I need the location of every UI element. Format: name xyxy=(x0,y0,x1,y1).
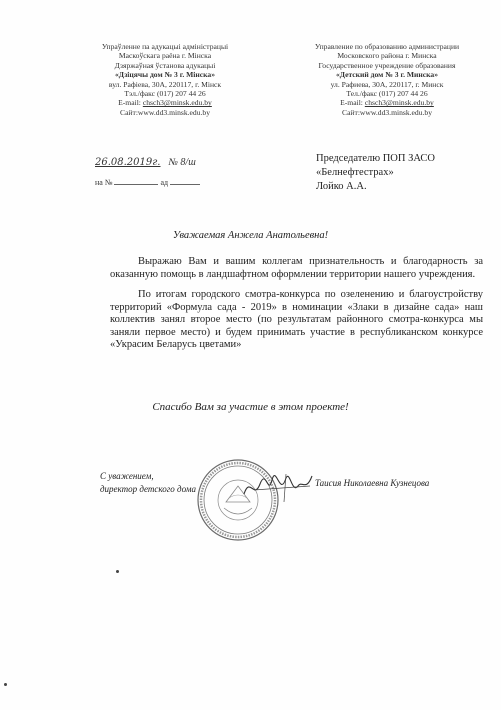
recipient-block xyxy=(316,152,435,194)
header-right-line1: Управление по образованию администрации xyxy=(314,42,460,51)
letter-body xyxy=(110,256,483,352)
header-right-phone: Тел./факс (017) 207 44 26 xyxy=(346,89,428,99)
recipient-line1: Председателю ПОП ЗАСО xyxy=(316,153,435,164)
handwritten-date: 26.08.2019г. xyxy=(95,157,161,168)
na-blank xyxy=(114,178,158,185)
header-right-email-row xyxy=(292,98,482,107)
header-left-line3: Дзяржаўная ўстанова адукацыі xyxy=(114,60,216,70)
header-left-line2: Маскоўскага раёна г. Мінска xyxy=(118,51,212,61)
header-left-org-name: «Дзіцячы дом № 3 г. Мінска» xyxy=(114,70,216,80)
header-russian xyxy=(292,42,482,117)
header-left-email-link[interactable]: chsch3@minsk.edu.by xyxy=(142,98,212,108)
header-right-line2: Московского района г. Минска xyxy=(337,51,437,61)
header-right-org-name: «Детский дом № 3 г. Минска» xyxy=(335,70,439,80)
ad-label: ад xyxy=(160,178,169,187)
recipient-line2: «Белнефтестрах» xyxy=(316,167,394,178)
na-label: на № xyxy=(95,178,113,187)
closing-block xyxy=(100,470,196,496)
date-ref-row xyxy=(95,157,200,168)
header-right-email-link[interactable]: chsch3@minsk.edu.by xyxy=(364,98,434,108)
closing-regards: С уважением, xyxy=(100,471,154,481)
header-left-email-label: E-mail: xyxy=(118,98,143,108)
header-left-address: вул. Рафіева, 30А, 220117, г. Мінск xyxy=(108,79,222,89)
header-right-site: Сайт:www.dd3.minsk.edu.by xyxy=(342,107,432,117)
signer-name: Таисия Николаевна Кузнецова xyxy=(315,478,430,488)
scan-dot xyxy=(116,570,119,573)
header-left-phone: Тэл./факс (017) 207 44 26 xyxy=(124,89,206,99)
header-right-line3: Государственное учреждение образования xyxy=(318,60,456,70)
thanks-line: Спасибо Вам за участие в этом проекте! xyxy=(152,401,349,413)
ad-blank xyxy=(170,178,200,185)
header-right-email-label: E-mail: xyxy=(340,98,365,108)
recipient-line3: Лойко А.А. xyxy=(316,181,367,192)
header-right-address: ул. Рафиева, 30А, 220117, г. Минск xyxy=(330,79,444,89)
document-meta xyxy=(95,157,200,187)
handwritten-ref-number: № 8/ш xyxy=(168,157,196,168)
header-left-site: Сайт:www.dd3.minsk.edu.by xyxy=(120,107,210,117)
body-paragraph-1: Выражаю Вам и вашим коллегам признательность и благодарность за оказанную помощь в ландшафтном оформлении территории нашего учреждения. xyxy=(110,256,483,280)
reply-ref-row xyxy=(95,178,200,187)
scan-dot xyxy=(4,683,7,686)
header-left-line1: Упраўленне па адукацыі адміністрацыі xyxy=(101,42,229,51)
header-belarusian xyxy=(70,42,260,117)
handwritten-signature xyxy=(240,466,320,506)
signer-title: директор детского дома xyxy=(100,484,197,494)
header-left-email-row xyxy=(70,98,260,107)
body-paragraph-2: По итогам городского смотра-конкурса по озеленению и благоустройству территорий «Формула сада - 2019» в номинации «Злаки в дизайне сада» наш коллектив занял второе место (по результатам районного смотра-конкурса мы заняли первое место) и будем принимать участие в республиканском конкурсе «Украсим Беларусь цветами» xyxy=(110,289,483,350)
salutation: Уважаемая Анжела Анатольевна! xyxy=(172,230,329,241)
